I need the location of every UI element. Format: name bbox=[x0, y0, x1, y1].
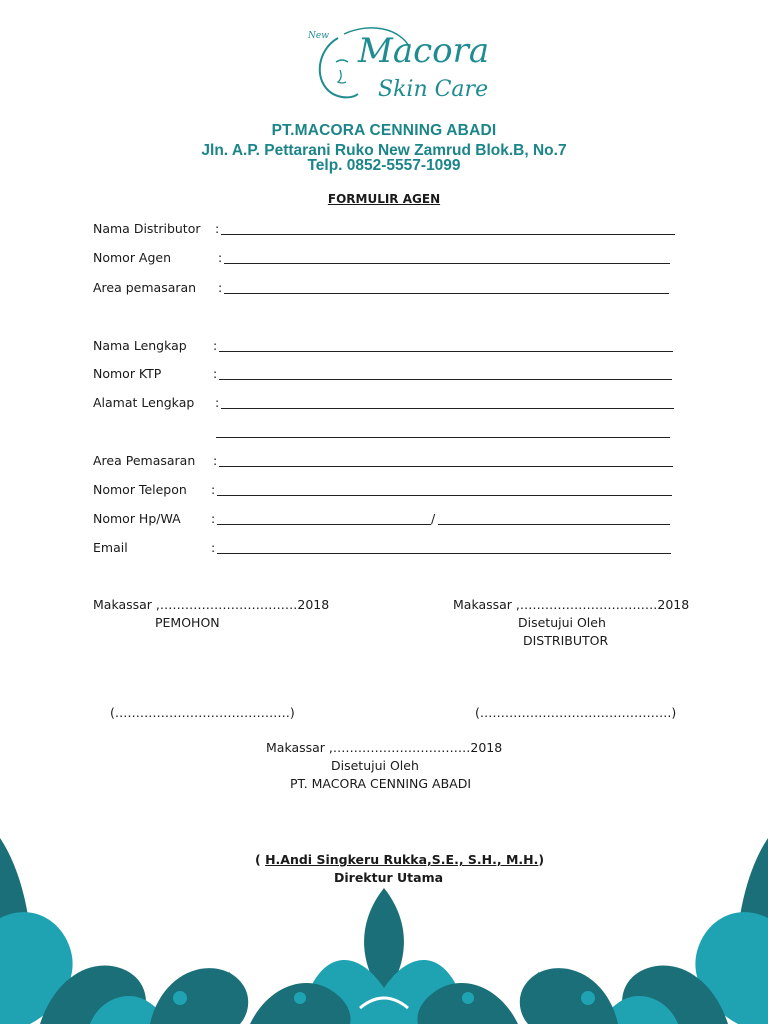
left-place-date: Makassar ,……………………………2018 bbox=[93, 597, 330, 612]
field-label: Alamat Lengkap bbox=[93, 395, 195, 410]
right-place-date: Makassar ,……………………………2018 bbox=[453, 597, 690, 612]
field-label: Area Pemasaran bbox=[93, 453, 196, 468]
field-label: Email bbox=[93, 540, 128, 555]
right-name-blank[interactable]: (……………………………………….) bbox=[475, 705, 677, 720]
director-close-paren: ) bbox=[538, 852, 545, 867]
macora-logo bbox=[300, 18, 490, 108]
director-open-paren: ( bbox=[255, 852, 266, 867]
hp-blank-line[interactable] bbox=[217, 524, 431, 525]
field-label: Nama Lengkap bbox=[93, 338, 187, 353]
wa-blank-line[interactable] bbox=[438, 524, 670, 525]
field-blank-line[interactable] bbox=[219, 379, 672, 380]
logo-brand: Macora bbox=[358, 31, 490, 71]
field-blank-line[interactable] bbox=[217, 553, 671, 554]
director-name: H.Andi Singkeru Rukka,S.E., S.H., M.H. bbox=[265, 852, 539, 867]
left-role: PEMOHON bbox=[155, 615, 220, 630]
form-title: FORMULIR AGEN bbox=[327, 192, 441, 206]
field-slash: / bbox=[431, 511, 436, 526]
center-company: PT. MACORA CENNING ABADI bbox=[290, 776, 472, 791]
field-blank-line[interactable] bbox=[224, 293, 669, 294]
company-address: Jln. A.P. Pettarani Ruko New Zamrud Blok.B, No.7 bbox=[201, 142, 567, 159]
field-colon: : bbox=[211, 540, 216, 555]
logo-subtitle: Skin Care bbox=[378, 77, 489, 102]
field-label: Nama Distributor bbox=[93, 221, 201, 236]
center-approved: Disetujui Oleh bbox=[331, 758, 419, 773]
logo-prefix: New bbox=[308, 31, 329, 41]
field-blank-line[interactable] bbox=[221, 234, 675, 235]
field-label: Nomor Hp/WA bbox=[93, 511, 181, 526]
field-label: Nomor Telepon bbox=[93, 482, 187, 497]
right-approved: Disetujui Oleh bbox=[518, 615, 606, 630]
field-label: Nomor Agen bbox=[93, 250, 172, 265]
field-colon: : bbox=[213, 338, 218, 353]
director-name-line bbox=[255, 852, 544, 867]
field-colon: : bbox=[215, 221, 220, 236]
director-title: Direktur Utama bbox=[334, 870, 444, 885]
field-label: Area pemasaran bbox=[93, 280, 197, 295]
field-blank-line[interactable] bbox=[217, 495, 672, 496]
field-label: Nomor KTP bbox=[93, 366, 162, 381]
footer-ornament bbox=[0, 808, 768, 1024]
field-colon: : bbox=[213, 366, 218, 381]
field-colon: : bbox=[218, 250, 223, 265]
field-blank-line[interactable] bbox=[224, 263, 670, 264]
field-colon: : bbox=[218, 280, 223, 295]
company-name: PT.MACORA CENNING ABADI bbox=[271, 122, 497, 139]
field-colon: : bbox=[211, 511, 216, 526]
field-colon: : bbox=[213, 453, 218, 468]
right-role: DISTRIBUTOR bbox=[523, 633, 609, 648]
field-colon: : bbox=[215, 395, 220, 410]
field-colon: : bbox=[211, 482, 216, 497]
left-name-blank[interactable]: (……………………………………) bbox=[110, 705, 295, 720]
company-phone: Telp. 0852-5557-1099 bbox=[307, 157, 461, 174]
field-blank-line[interactable] bbox=[221, 408, 674, 409]
field-blank-line[interactable] bbox=[219, 351, 673, 352]
alamat-second-line[interactable] bbox=[216, 437, 670, 438]
center-place-date: Makassar ,……………………………2018 bbox=[266, 740, 503, 755]
field-blank-line[interactable] bbox=[219, 466, 673, 467]
